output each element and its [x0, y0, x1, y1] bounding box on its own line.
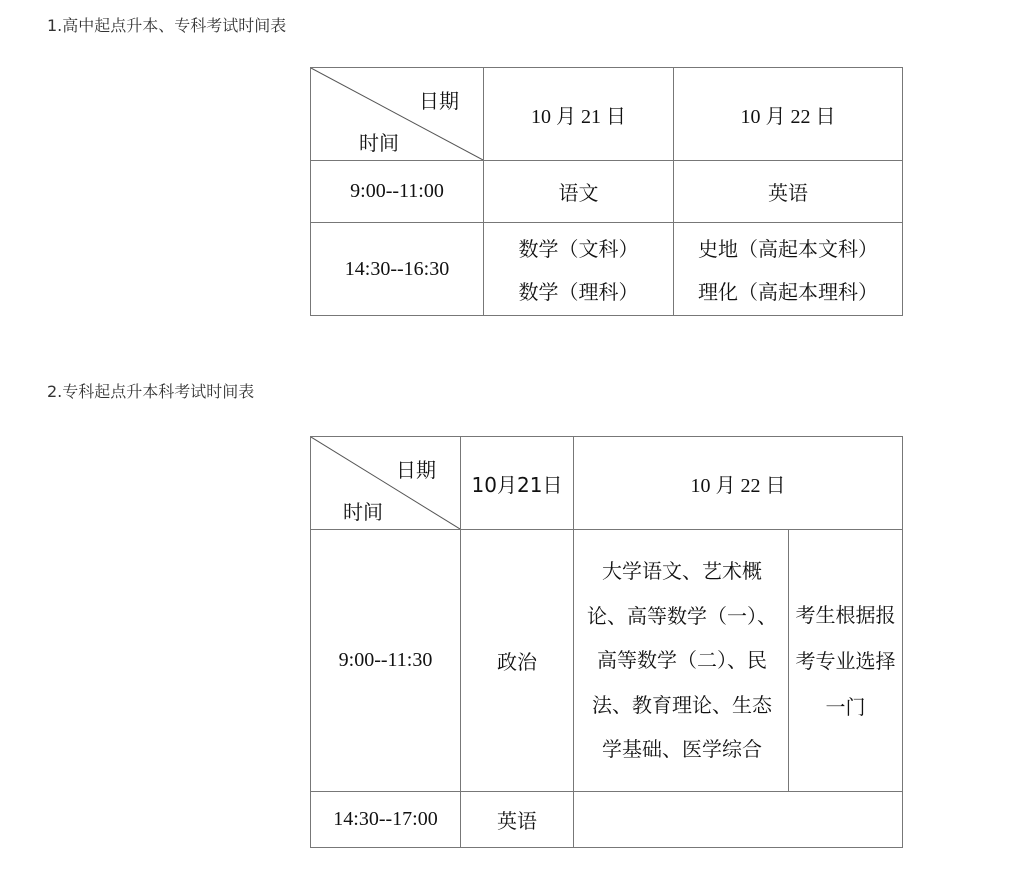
note-text: 考生根据报考专业选择一门 [795, 602, 896, 719]
corner-date-label: 日期 [396, 458, 436, 482]
corner-header-cell [311, 437, 461, 530]
subject-line: 数学（文科） [518, 237, 639, 261]
section1-heading: 1.高中起点升本、专科考试时间表 [47, 16, 287, 35]
corner-time-label: 时间 [359, 131, 399, 155]
subject-cell [484, 223, 674, 316]
schedule-table-1 [310, 67, 903, 316]
table-row [311, 792, 903, 848]
table-header-row [311, 437, 903, 530]
date-header-day2: 10 月 22 日 [674, 68, 903, 161]
time-cell: 14:30--17:00 [311, 792, 461, 848]
corner-header-cell [311, 68, 484, 161]
schedule-table-2 [310, 436, 903, 848]
corner-date-label: 日期 [419, 89, 459, 113]
subject-cell: 英语 [461, 792, 574, 848]
empty-cell [574, 792, 903, 848]
time-cell: 9:00--11:00 [311, 161, 484, 223]
subject-cell [674, 223, 903, 316]
subject-cell: 英语 [674, 161, 903, 223]
subject-line: 史地（高起本文科） [698, 237, 878, 261]
table-header-row [311, 68, 903, 161]
date-header-day1: 10 月 21 日 [484, 68, 674, 161]
table-row [311, 223, 903, 316]
corner-time-label: 时间 [343, 500, 383, 524]
subject-line: 数学（理科） [518, 280, 639, 304]
section2-heading: 2.专科起点升本科考试时间表 [47, 382, 255, 401]
subject-line: 理化（高起本理科） [698, 280, 878, 304]
date-header-day1: 10月21日 [461, 437, 574, 530]
subject-cell: 政治 [461, 530, 574, 792]
diagonal-divider [311, 437, 460, 529]
subject-list-cell: 大学语文、艺术概论、高等数学（一）、高等数学（二）、民法、教育理论、生态学基础、医学综合 [574, 530, 789, 792]
subject-cell: 语文 [484, 161, 674, 223]
time-cell: 9:00--11:30 [311, 530, 461, 792]
time-cell: 14:30--16:30 [311, 223, 484, 316]
date-header-day2: 10 月 22 日 [574, 437, 903, 530]
table-row [311, 530, 903, 792]
note-cell [789, 530, 903, 792]
table-row [311, 161, 903, 223]
